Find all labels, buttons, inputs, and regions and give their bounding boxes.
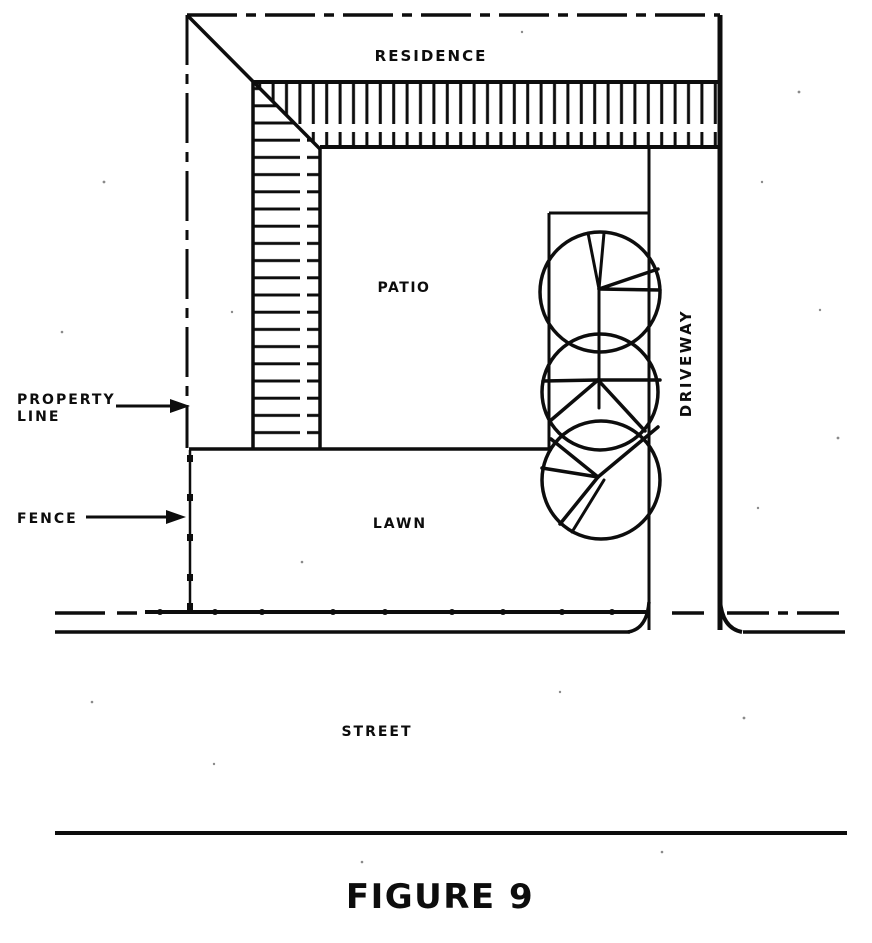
tree-symbols xyxy=(540,232,660,539)
tree-symbol-1 xyxy=(540,232,660,380)
fence-post xyxy=(187,455,193,462)
curb-return-right xyxy=(720,600,742,632)
patio-label: PATIO xyxy=(377,280,431,296)
fence-arrowhead xyxy=(166,510,186,524)
fence-callout xyxy=(86,510,186,524)
fence-post xyxy=(187,574,193,581)
scan-noise xyxy=(61,31,840,864)
tree-branch xyxy=(543,380,598,381)
tree-symbol-3 xyxy=(542,421,660,539)
fence-post xyxy=(187,494,193,501)
tree-branch xyxy=(599,233,604,289)
fence-post xyxy=(187,534,193,541)
residence-wall xyxy=(187,15,720,448)
residence-wall-hatch xyxy=(253,80,720,149)
property-line-label-line2: LINE xyxy=(17,409,61,425)
driveway-label: DRIVEWAY xyxy=(677,308,695,418)
street-label: STREET xyxy=(341,724,413,740)
figure-caption: FIGURE 9 xyxy=(345,877,535,917)
lawn-label: LAWN xyxy=(372,516,428,532)
residence-label: RESIDENCE xyxy=(374,47,488,65)
fence-label: FENCE xyxy=(17,511,78,527)
fence-line xyxy=(187,450,193,612)
property-line-label xyxy=(17,392,116,425)
curb-return-left xyxy=(628,602,649,632)
property-line-label-line1: PROPERTY xyxy=(17,392,116,408)
property-line-callout xyxy=(116,399,190,413)
street-lines xyxy=(55,632,847,833)
fence-post xyxy=(187,603,193,610)
tree-branch xyxy=(599,289,660,290)
tree-branch xyxy=(550,380,598,421)
tree-branch xyxy=(588,233,599,289)
